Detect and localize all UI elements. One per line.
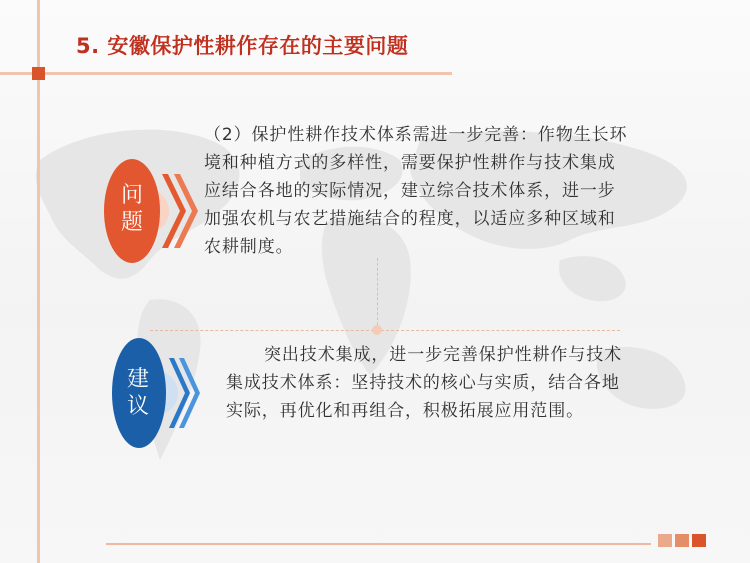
problem-text: （2）保护性耕作技术体系需进一步完善：作物生长环境和种植方式的多样性，需要保护性耕作与技术集成应结合各地的实际情况，建立综合技术体系，进一步加强农机与农艺措施结合的程度，以适应多种区域和农耕制度。 [204,125,628,257]
decor-corner-square [32,67,45,80]
suggestion-badge-char-1: 建 [126,367,149,392]
decor-vertical-line [37,0,40,563]
connector-dot [372,325,382,335]
page-title: 5. 安徽保护性耕作存在的主要问题 [76,34,409,58]
decor-square-mid [675,534,689,547]
connector-vertical [377,258,378,330]
decor-bottom-line [106,543,651,545]
problem-badge-char-2: 题 [120,210,143,235]
problem-badge-char-1: 问 [120,183,143,208]
suggestion-badge-label [123,366,153,420]
suggestion-badge-char-2: 议 [126,394,149,419]
suggestion-badge [111,336,211,451]
suggestion-text-content: 突出技术集成，进一步完善保护性耕作与技术集成技术体系：坚持技术的核心与实质，结合各地实际，再优化和再组合，积极拓展应用范围。 [226,345,622,421]
decor-square-dark [692,534,706,547]
decor-square-light [658,534,672,547]
suggestion-text [226,341,626,425]
problem-badge-label [117,182,147,236]
connector-horizontal [150,330,620,331]
decor-title-underline [0,72,452,75]
problem-badge [102,156,202,266]
